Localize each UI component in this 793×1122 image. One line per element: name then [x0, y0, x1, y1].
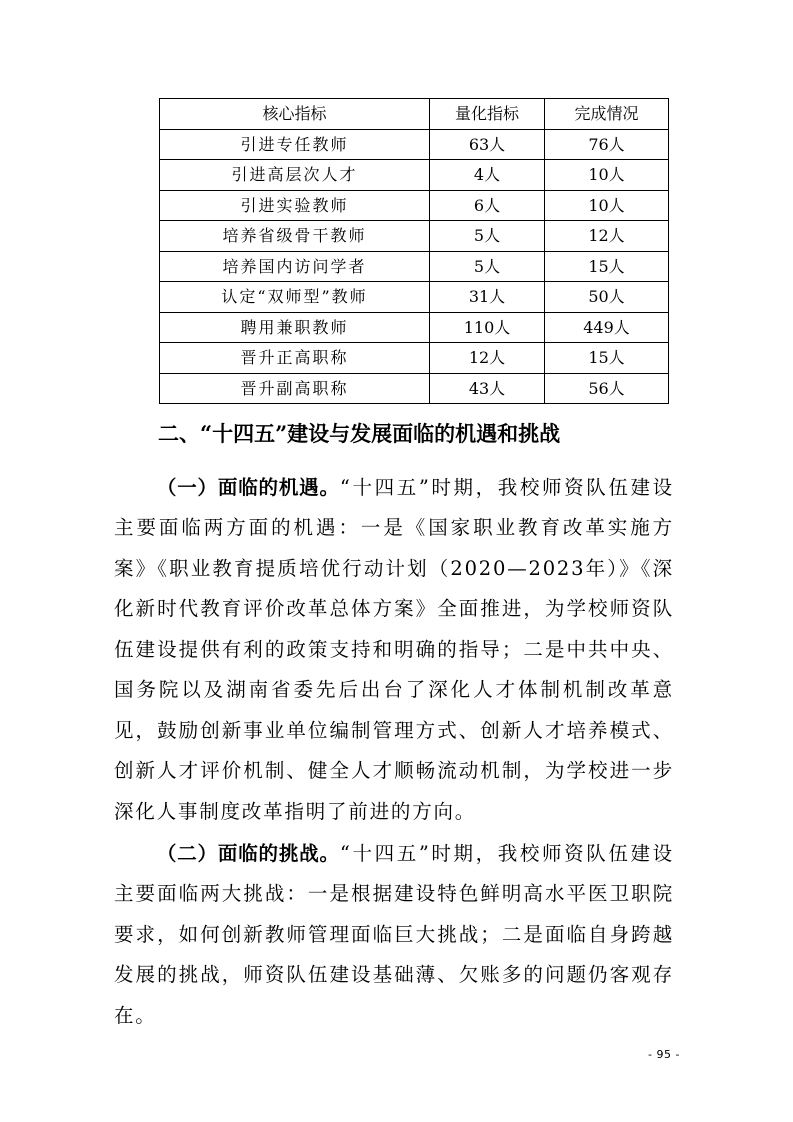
- indicator-cell: 聘用兼职教师: [160, 312, 430, 343]
- paragraph-lead: （二）面临的挑战。: [156, 841, 340, 865]
- table-row: [160, 129, 669, 160]
- core-indicators-table: [159, 98, 669, 404]
- table-row: [160, 251, 669, 282]
- target-cell: 31人: [430, 282, 545, 313]
- actual-cell: 15人: [545, 343, 669, 374]
- header-core-indicator: 核心指标: [160, 99, 430, 130]
- target-cell: 5人: [430, 221, 545, 252]
- actual-cell: 449人: [545, 312, 669, 343]
- indicator-cell: 引进专任教师: [160, 129, 430, 160]
- table-row: [160, 373, 669, 404]
- target-cell: 4人: [430, 160, 545, 191]
- target-cell: 5人: [430, 251, 545, 282]
- actual-cell: 10人: [545, 160, 669, 191]
- indicator-cell: 引进高层次人才: [160, 160, 430, 191]
- actual-cell: 56人: [545, 373, 669, 404]
- paragraph-lead: （一）面临的机遇。: [156, 475, 340, 499]
- header-quantified-target: 量化指标: [430, 99, 545, 130]
- page-number: - 95 -: [648, 1048, 680, 1061]
- target-cell: 12人: [430, 343, 545, 374]
- paragraph-opportunities: [114, 468, 674, 833]
- section-heading: 二、“十四五”建设与发展面临的机遇和挑战: [158, 421, 561, 446]
- actual-cell: 10人: [545, 190, 669, 221]
- table-row: [160, 282, 669, 313]
- target-cell: 63人: [430, 129, 545, 160]
- target-cell: 43人: [430, 373, 545, 404]
- indicator-cell: 引进实验教师: [160, 190, 430, 221]
- paragraph-body: “十四五”时期，我校师资队伍建设主要面临两大挑战：一是根据建设特色鲜明高水平医卫职院要求，如何创新教师管理面临巨大挑战；二是面临自身跨越发展的挑战，师资队伍建设基础薄、欠账多的问题仍客观存在。: [114, 841, 674, 1027]
- header-completion: 完成情况: [545, 99, 669, 130]
- target-cell: 110人: [430, 312, 545, 343]
- actual-cell: 76人: [545, 129, 669, 160]
- indicator-cell: 晋升正高职称: [160, 343, 430, 374]
- paragraph-challenges: [114, 834, 674, 1037]
- table-row: [160, 221, 669, 252]
- paragraph-body: “十四五”时期，我校师资队伍建设主要面临两方面的机遇：一是《国家职业教育改革实施方案》《职业教育提质培优行动计划（2020—2023年）》《深化新时代教育评价改革总体方案》全面推进，为学校师资队伍建设提供有利的政策支持和明确的指导；二是中共中央、国务院以及湖南省委先后出台了深化人才体制机制改革意见，鼓励创新事业单位编制管理方式、创新人才培养模式、创新人才评价机制、健全人才顺畅流动机制，为学校进一步深化人事制度改革指明了前进的方向。: [114, 475, 674, 823]
- table-row: [160, 160, 669, 191]
- indicator-cell: 培养国内访问学者: [160, 251, 430, 282]
- actual-cell: 50人: [545, 282, 669, 313]
- indicator-cell: 晋升副高职称: [160, 373, 430, 404]
- actual-cell: 15人: [545, 251, 669, 282]
- table-row: [160, 312, 669, 343]
- table-header-row: [160, 99, 669, 130]
- target-cell: 6人: [430, 190, 545, 221]
- indicator-cell: 认定“双师型”教师: [160, 282, 430, 313]
- actual-cell: 12人: [545, 221, 669, 252]
- indicator-cell: 培养省级骨干教师: [160, 221, 430, 252]
- table-row: [160, 343, 669, 374]
- table-row: [160, 190, 669, 221]
